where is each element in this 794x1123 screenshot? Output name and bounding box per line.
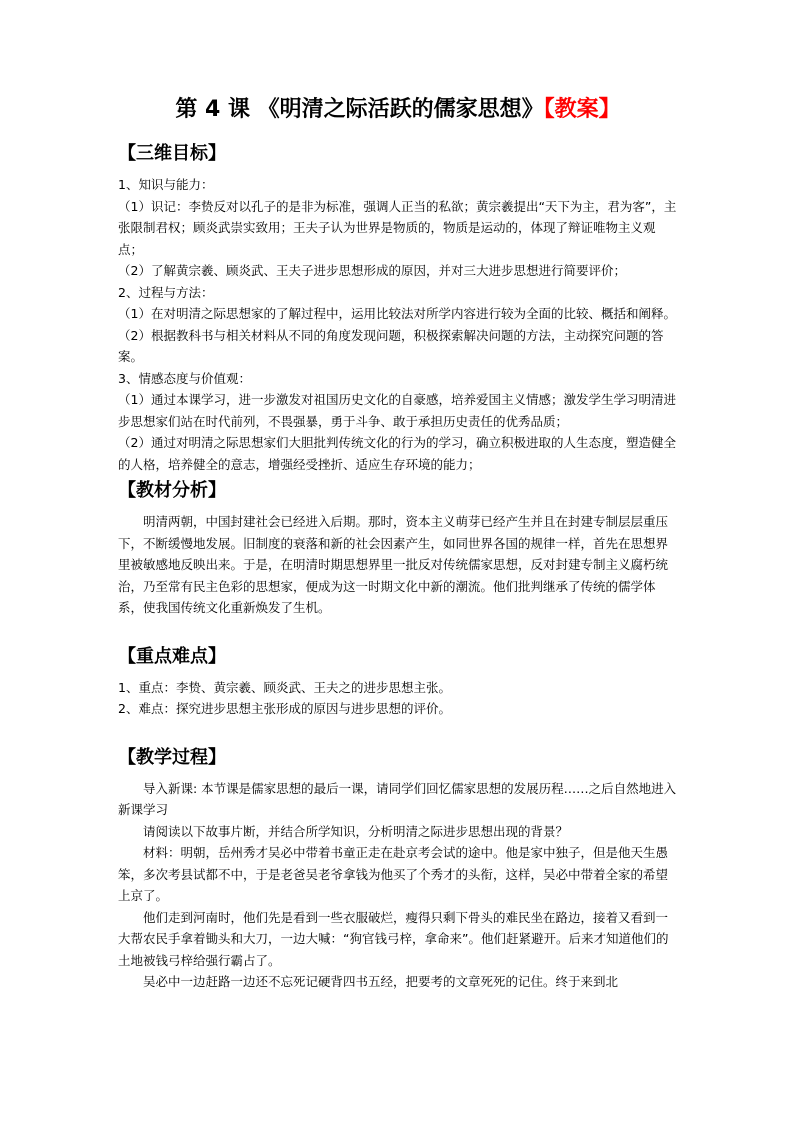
section-heading-key-points: 【重点难点】 [118, 645, 226, 667]
lesson-title [118, 96, 678, 124]
process-paragraph: 他们走到河南时，他们先是看到一些衣服破烂，瘦得只剩下骨头的难民坐在路边，接着又看到一大帮农民手拿着锄头和大刀，一边大喊：“狗官钱弓梓，拿命来”。他们赶紧避开。后来才知道他们的土地被钱弓梓给强行霸占了。 [118, 909, 669, 968]
lesson-title-main: 第 4 课 《明清之际活跃的儒家思想》 [175, 97, 544, 122]
objective-line: 1、知识与能力： [118, 177, 214, 192]
process-paragraph: 吴必中一边赶路一边还不忘死记硬背四书五经，把要考的文章死死的记住。终于来到北 [143, 974, 619, 989]
section-heading-objectives: 【三维目标】 [118, 143, 226, 164]
objective-line: （2）了解黄宗羲、顾炎武、王夫子进步思想形成的原因，并对三大进步思想进行简要评价； [118, 263, 626, 278]
objective-line: 2、过程与方法： [118, 284, 214, 300]
objective-line: 3、情感态度与价值观： [118, 370, 251, 386]
objective-line: （1）识记：李贽反对以孔子的是非为标准，强调人正当的私欲；黄宗羲提出“天下为主，君为客”，主张限制君权；顾炎武崇实致用；王夫子认为世界是物质的，物质是运动的，体现了辩证唯物主义观点； [118, 198, 677, 257]
section-heading-process: 【教学过程】 [118, 746, 226, 768]
section-heading-analysis: 【教材分析】 [118, 480, 226, 501]
objective-line: （1）在对明清之际思想家的了解过程中，运用比较法对所学内容进行较为全面的比较、概括和阐释。 [118, 306, 676, 321]
key-point-line: 1、重点：李贽、黄宗羲、顾炎武、王夫之的进步思想主张。 [118, 679, 451, 695]
objective-line: （1）通过本课学习，进一步激发对祖国历史文化的自豪感，培养爱国主义情感；激发学生学习明清进步思想家们站在时代前列，不畏强暴，勇于斗争、敢于承担历史责任的优秀品质； [118, 392, 676, 429]
objective-line: （2）根据教科书与相关材料从不同的角度发现问题，积极探索解决问题的方法，主动探究问题的答案。 [118, 327, 664, 364]
process-paragraph: 导入新课: 本节课是儒家思想的最后一课，请同学们回忆儒家思想的发展历程……之后自然地进入新课学习 [118, 780, 677, 817]
process-paragraph: 请阅读以下故事片断，并结合所学知识，分析明清之际进步思想出现的背景？ [143, 823, 569, 839]
process-paragraph: 材料：明朝，岳州秀才吴必中带着书童正走在赴京考会试的途中。他是家中独子，但是他天生愚笨，多次考县试都不中，于是老爸吴老爷拿钱为他买了个秀才的头衔，这样，吴必中带着全家的希望上京了。 [118, 845, 669, 903]
key-point-line: 2、难点：探究进步思想主张形成的原因与进步思想的评价。 [118, 701, 451, 716]
lesson-title-tag: 【教案】 [543, 97, 621, 122]
analysis-paragraph: 明清两朝，中国封建社会已经进入后期。那时，资本主义萌芽已经产生并且在封建专制层层重压下，不断缓慢地发展。旧制度的衰落和新的社会因素产生，如同世界各国的规律一样，首先在思想界里被敏感地反映出来。于是，在明清时期思想界里一批反对传统儒家思想，反对封建专制主义腐朽统治，乃至常有民主色彩的思想家，便成为这一时期文化中新的潮流。他们批判继承了传统的儒学体系，使我国传统文化重新焕发了生机。 [118, 514, 669, 615]
document-page [118, 96, 678, 993]
objective-line: （2）通过对明清之际思想家们大胆批判传统文化的行为的学习，确立积极进取的人生态度，塑造健全的人格，培养健全的意志，增强经受挫折、适应生存环境的能力； [118, 435, 676, 472]
